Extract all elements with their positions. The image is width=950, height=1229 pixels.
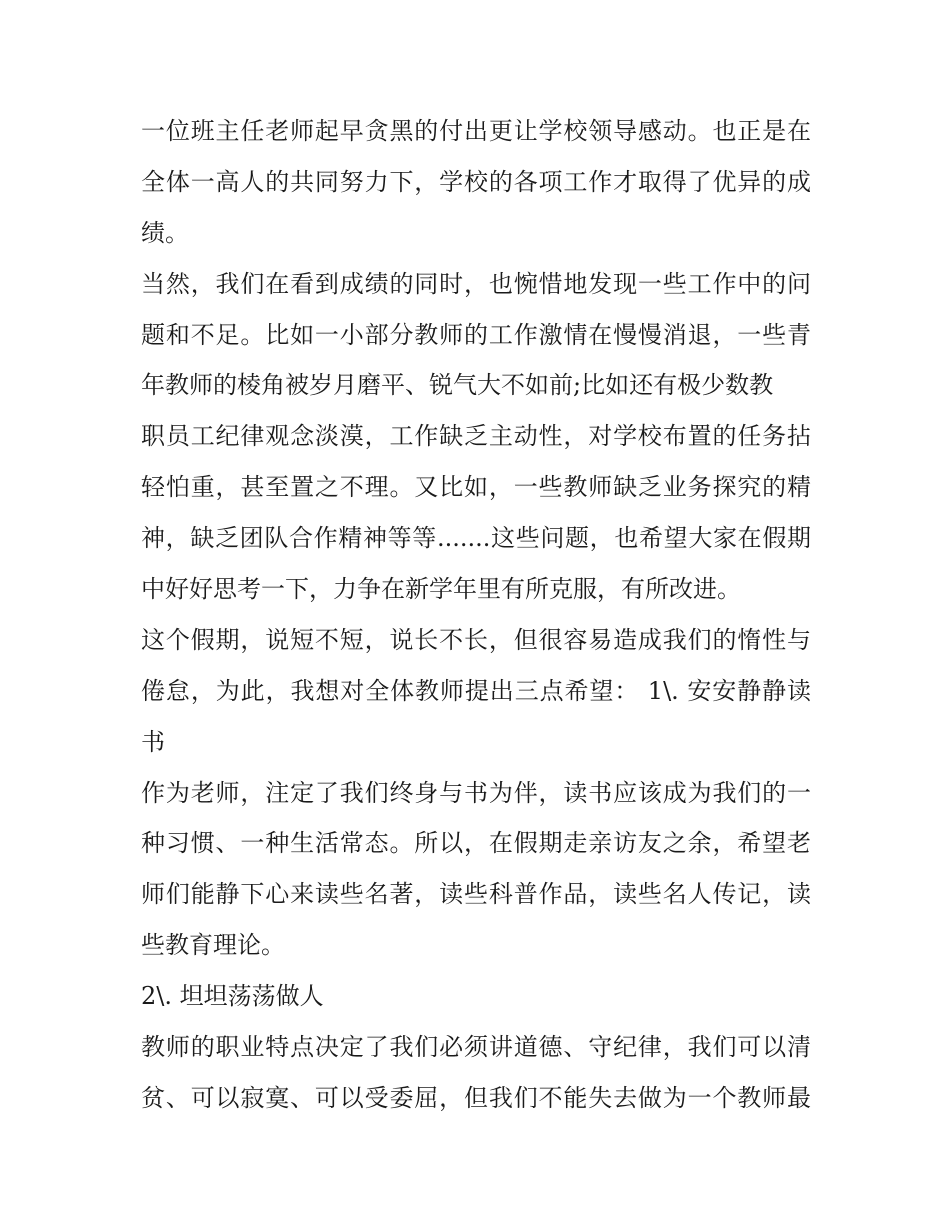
- text-line: 中好好思考一下，力争在新学年里有所克服，有所改进。: [141, 575, 741, 604]
- text-line: 些教育理论。: [141, 931, 285, 960]
- text-line: 师们能静下心来读些名著，读些科普作品，读些名人传记，读: [141, 880, 811, 909]
- text-line: 轻怕重，甚至置之不理。又比如，一些教师缺乏业务探究的精: [141, 473, 811, 502]
- text-line: 作为老师，注定了我们终身与书为伴，读书应该成为我们的一: [141, 778, 811, 807]
- text-line: 当然，我们在看到成绩的同时，也惋惜地发现一些工作中的问: [141, 269, 811, 298]
- text-line: 教师的职业特点决定了我们必须讲道德、守纪律，我们可以清: [141, 1033, 811, 1062]
- body-text: [141, 106, 811, 1124]
- text-line: 职员工纪律观念淡漠，工作缺乏主动性，对学校布置的任务拈: [141, 422, 811, 451]
- text-line: 神，缺乏团队合作精神等等.......这些问题，也希望大家在假期: [141, 524, 811, 553]
- text-line: 题和不足。比如一小部分教师的工作激情在慢慢消退，一些青: [141, 320, 811, 349]
- text-line: 倦怠，为此，我想对全体教师提出三点希望： 1\. 安安静静读: [141, 676, 811, 705]
- text-line: 这个假期，说短不短，说长不长，但很容易造成我们的惰性与: [141, 625, 811, 654]
- text-line: 种习惯、一种生活常态。所以，在假期走亲访友之余，希望老: [141, 829, 811, 858]
- list-heading: 2\. 坦坦荡荡做人: [141, 982, 324, 1011]
- text-line: 书: [141, 727, 165, 756]
- text-line: 年教师的棱角被岁月磨平、锐气大不如前;比如还有极少数教: [141, 371, 774, 400]
- text-line: 一位班主任老师起早贪黑的付出更让学校领导感动。也正是在: [141, 117, 811, 145]
- text-line: 绩。: [141, 218, 189, 247]
- text-line: 贫、可以寂寞、可以受委屈，但我们不能失去做为一个教师最: [141, 1083, 811, 1112]
- text-line: 全体一高人的共同努力下，学校的各项工作才取得了优异的成: [141, 167, 811, 196]
